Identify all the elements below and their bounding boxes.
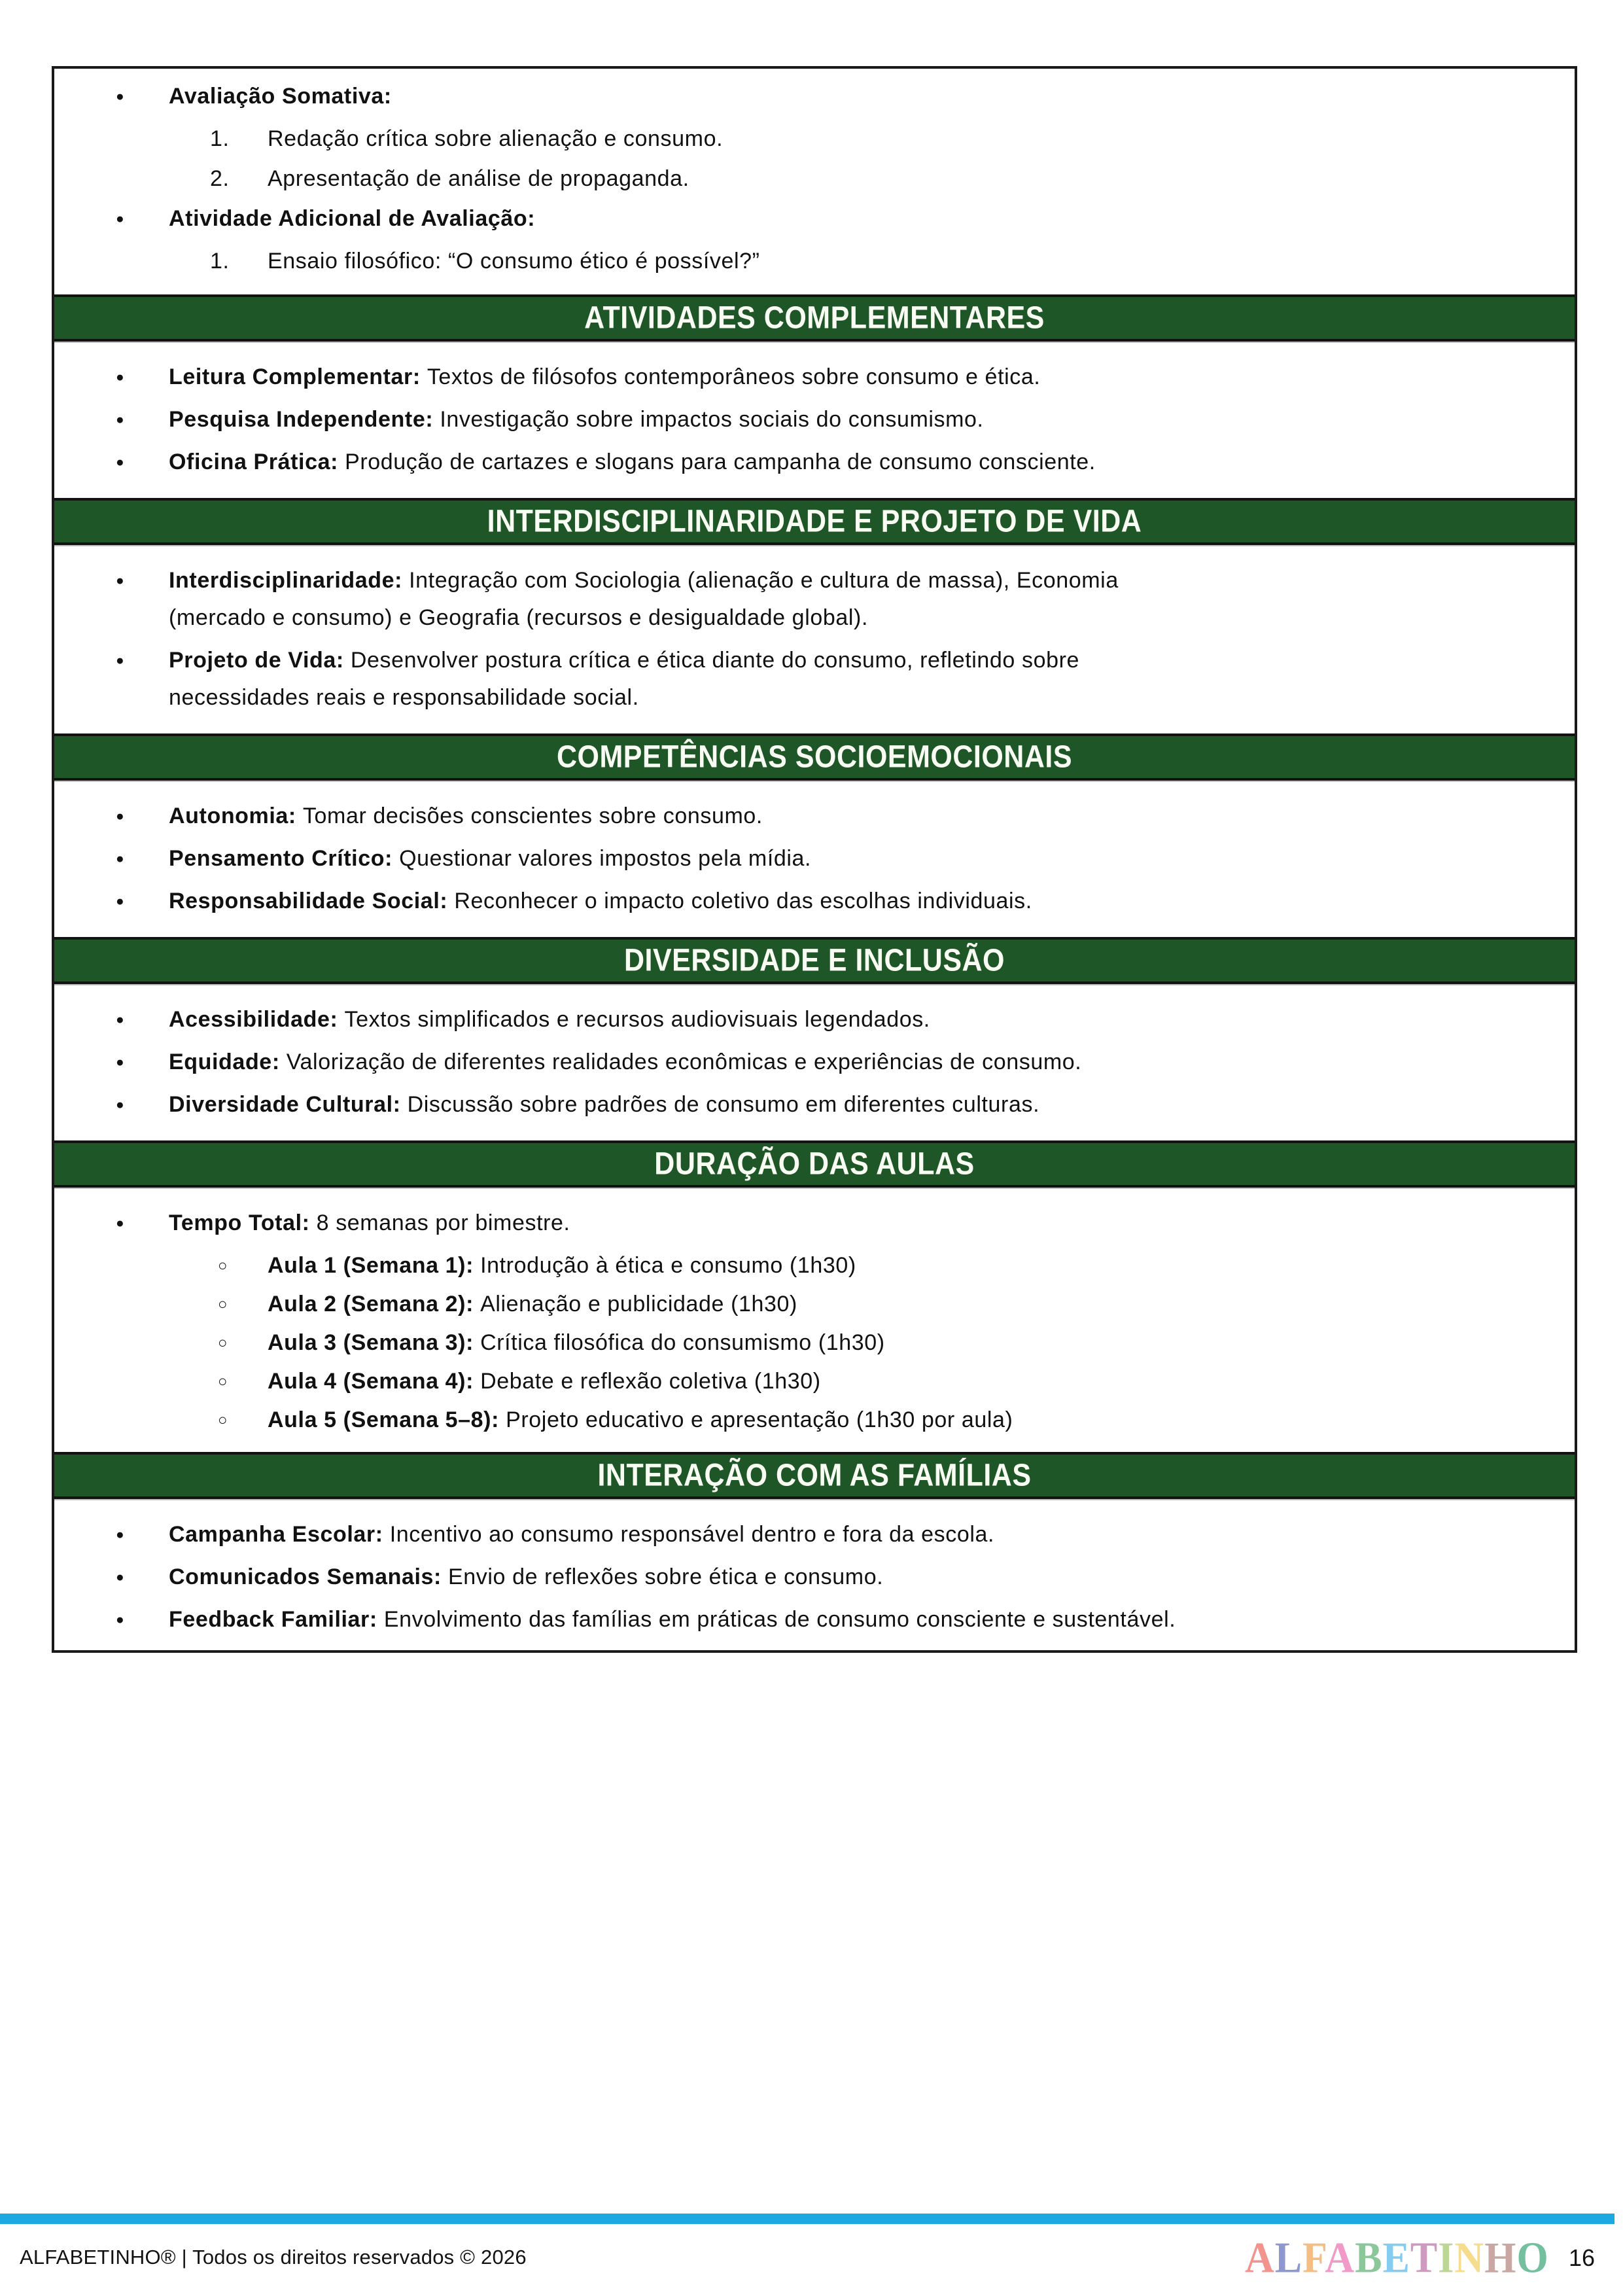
section-banner (54, 937, 1575, 984)
list-item-text (268, 1286, 1529, 1323)
section-title: INTERAÇÃO COM AS FAMÍLIAS (597, 1457, 1032, 1493)
logo-letter: O (1516, 2234, 1549, 2282)
section-content (54, 781, 1575, 937)
number-marker: 1. (210, 249, 230, 274)
list-item-continuation (54, 679, 1575, 716)
list-item-text (268, 160, 1529, 198)
circle-bullet-icon: ○ (218, 1296, 228, 1313)
list-item (54, 1001, 1575, 1038)
list-item-description: Reconhecer o impacto coletivo das escolhas individuais. (454, 889, 1032, 913)
section-title: INTERDISCIPLINARIDADE E PROJETO DE VIDA (487, 503, 1142, 539)
list-item-continuation (54, 599, 1575, 637)
bullet-icon: ● (116, 1612, 125, 1627)
section-title: DIVERSIDADE E INCLUSÃO (623, 942, 1005, 978)
intro-list (54, 69, 1575, 294)
list-item-text (169, 798, 1529, 835)
list-item-label: Aula 5 (Semana 5–8): (268, 1407, 506, 1432)
list-item-description: Apresentação de análise de propaganda. (268, 166, 689, 191)
circle-bullet-icon: ○ (218, 1257, 228, 1275)
list-item-description: Textos simplificados e recursos audiovisuais legendados. (344, 1007, 930, 1032)
logo-letter: I (1438, 2234, 1455, 2282)
list-item-label: Aula 3 (Semana 3): (268, 1330, 481, 1355)
list-item-description: Integração com Sociologia (alienação e cultura de massa), Economia (409, 568, 1119, 593)
list-item (54, 1086, 1575, 1123)
bullet-icon: ● (116, 851, 125, 866)
list-item-label: Projeto de Vida: (169, 648, 351, 673)
list-item-description: Introdução à ética e consumo (1h30) (480, 1253, 856, 1278)
list-item-description: Incentivo ao consumo responsável dentro e fora da escola. (389, 1522, 995, 1547)
logo-letter: E (1382, 2234, 1410, 2282)
list-item-text (268, 1363, 1529, 1400)
list-item-text (169, 562, 1529, 599)
list-item-label: Pesquisa Independente: (169, 407, 440, 432)
list-item-text (169, 1086, 1529, 1123)
list-item-text (268, 120, 1529, 158)
list-item-text (169, 883, 1529, 920)
list-item (54, 562, 1575, 599)
list-item (54, 78, 1575, 115)
list-item-text (169, 359, 1529, 396)
list-item (54, 359, 1575, 396)
bullet-icon: ● (116, 1012, 125, 1027)
section-content (54, 1188, 1575, 1452)
alfabetinho-logo (1245, 2233, 1549, 2284)
list-item (54, 1205, 1575, 1242)
section-title: COMPETÊNCIAS SOCIOEMOCIONAIS (556, 739, 1073, 775)
list-item-label: Aula 4 (Semana 4): (268, 1369, 481, 1394)
list-item-description: Tomar decisões conscientes sobre consumo. (302, 804, 763, 828)
section-content (54, 1499, 1575, 1650)
list-item-text (169, 444, 1529, 481)
list-item-text (169, 1516, 1529, 1553)
list-item (54, 798, 1575, 835)
bullet-icon: ● (116, 894, 125, 909)
list-item-description: Discussão sobre padrões de consumo em diferentes culturas. (407, 1092, 1040, 1117)
list-item-description: Crítica filosófica do consumismo (1h30) (480, 1330, 885, 1355)
list-item-description: Alienação e publicidade (1h30) (480, 1292, 797, 1316)
bullet-icon: ● (116, 1097, 125, 1112)
list-item-description: Projeto educativo e apresentação (1h30 por aula) (506, 1407, 1013, 1432)
list-item-label: Comunicados Semanais: (169, 1564, 448, 1589)
list-item-label: Interdisciplinaridade: (169, 568, 410, 593)
list-item (54, 444, 1575, 481)
list-item-description: Envio de reflexões sobre ética e consumo. (447, 1564, 884, 1589)
list-item-label: Pensamento Crítico: (169, 846, 400, 871)
logo-letter: T (1410, 2234, 1439, 2282)
sub-list-item (54, 1286, 1575, 1323)
list-item-label: Campanha Escolar: (169, 1522, 390, 1547)
list-item-text (268, 243, 1529, 280)
list-item-text (169, 1205, 1529, 1242)
section-banner (54, 1140, 1575, 1188)
list-item-description: Questionar valores impostos pela mídia. (399, 846, 812, 871)
bullet-icon: ● (116, 1216, 125, 1231)
list-item-label: Feedback Familiar: (169, 1607, 384, 1632)
bullet-icon: ● (116, 1055, 125, 1070)
sections-container (54, 294, 1575, 1650)
bullet-icon: ● (116, 809, 125, 824)
logo-letter: A (1245, 2234, 1275, 2282)
logo-letter: N (1454, 2234, 1485, 2282)
list-item-label: Responsabilidade Social: (169, 889, 455, 913)
logo-letter: F (1302, 2234, 1325, 2282)
list-item-text (169, 840, 1529, 877)
list-item-label: Equidade: (169, 1050, 287, 1074)
list-item-text (169, 1601, 1529, 1638)
circle-bullet-icon: ○ (218, 1411, 228, 1429)
bullet-icon: ● (116, 1527, 125, 1542)
list-item (54, 200, 1575, 238)
logo-letter: H (1484, 2234, 1517, 2282)
bullet-icon: ● (116, 412, 125, 427)
list-item-description: Textos de filósofos contemporâneos sobre consumo e ética. (427, 364, 1041, 389)
logo-letter: A (1325, 2234, 1355, 2282)
list-item-description: Ensaio filosófico: “O consumo ético é possível?” (268, 249, 760, 274)
list-item-description: Envolvimento das famílias em práticas de consumo consciente e sustentável. (383, 1607, 1176, 1632)
list-item (54, 1559, 1575, 1596)
section-banner (54, 1452, 1575, 1499)
sub-list-item (54, 1324, 1575, 1362)
sub-list-item (54, 1247, 1575, 1284)
section-title: DURAÇÃO DAS AULAS (654, 1146, 975, 1182)
section-title: ATIVIDADES COMPLEMENTARES (584, 300, 1045, 336)
list-item (54, 883, 1575, 920)
list-item (54, 1044, 1575, 1081)
copyright-text: ALFABETINHO® | Todos os direitos reservados © 2026 (20, 2246, 527, 2269)
list-item (54, 840, 1575, 877)
list-item-text (268, 1402, 1529, 1439)
bullet-icon: ● (116, 211, 125, 226)
list-item-label: Tempo Total: (169, 1210, 317, 1235)
list-item-text: (mercado e consumo) e Geografia (recursos e desigualdade global). (169, 605, 868, 630)
list-item-label: Acessibilidade: (169, 1007, 345, 1032)
sub-list-item (54, 120, 1575, 158)
bullet-icon: ● (116, 455, 125, 470)
list-item-label: Aula 1 (Semana 1): (268, 1253, 481, 1278)
list-item (54, 1516, 1575, 1553)
sub-list-item (54, 160, 1575, 198)
list-item-description: 8 semanas por bimestre. (316, 1210, 570, 1235)
list-item-text (268, 1247, 1529, 1284)
list-item-description: Debate e reflexão coletiva (1h30) (480, 1369, 821, 1394)
list-item-description: Investigação sobre impactos sociais do consumismo. (440, 407, 984, 432)
list-item-description: Desenvolver postura crítica e ética diante do consumo, refletindo sobre (350, 648, 1080, 673)
list-item-text: necessidades reais e responsabilidade social. (169, 685, 639, 710)
sub-list-item (54, 243, 1575, 280)
list-item-text (169, 200, 1529, 238)
section-content (54, 545, 1575, 733)
list-item-text (169, 642, 1529, 679)
logo-letter: B (1355, 2234, 1383, 2282)
list-item-text (169, 401, 1529, 438)
footer-divider-bar (0, 2214, 1614, 2224)
section-banner (54, 733, 1575, 781)
list-item (54, 642, 1575, 679)
list-item (54, 401, 1575, 438)
logo-letter: L (1274, 2234, 1303, 2282)
bullet-icon: ● (116, 1570, 125, 1585)
section-content (54, 984, 1575, 1140)
bullet-icon: ● (116, 573, 125, 588)
circle-bullet-icon: ○ (218, 1373, 228, 1390)
list-item (54, 1601, 1575, 1638)
bullet-icon: ● (116, 370, 125, 385)
list-item-text (169, 1001, 1529, 1038)
list-item-text (169, 1559, 1529, 1596)
list-item-label: Atividade Adicional de Avaliação: (169, 206, 536, 231)
content-box (52, 66, 1577, 1653)
section-content (54, 342, 1575, 498)
section-banner (54, 294, 1575, 342)
list-item-description: Produção de cartazes e slogans para campanha de consumo consciente. (345, 450, 1096, 474)
list-item-text (169, 1044, 1529, 1081)
list-item-label: Diversidade Cultural: (169, 1092, 408, 1117)
list-item-label: Aula 2 (Semana 2): (268, 1292, 481, 1316)
list-item-text (268, 1324, 1529, 1362)
bullet-icon: ● (116, 89, 125, 104)
bullet-icon: ● (116, 653, 125, 668)
list-item-label: Oficina Prática: (169, 450, 345, 474)
list-item-label: Avaliação Somativa: (169, 84, 392, 109)
number-marker: 1. (210, 126, 230, 151)
number-marker: 2. (210, 166, 230, 191)
list-item-description: Valorização de diferentes realidades econômicas e experiências de consumo. (286, 1050, 1082, 1074)
list-item-label: Autonomia: (169, 804, 303, 828)
section-banner (54, 498, 1575, 545)
list-item-description: Redação crítica sobre alienação e consumo. (268, 126, 724, 151)
sub-list-item (54, 1363, 1575, 1400)
circle-bullet-icon: ○ (218, 1334, 228, 1352)
page-number: 16 (1569, 2244, 1596, 2271)
list-item-label: Leitura Complementar: (169, 364, 427, 389)
list-item-text (169, 78, 1529, 115)
sub-list-item (54, 1402, 1575, 1439)
